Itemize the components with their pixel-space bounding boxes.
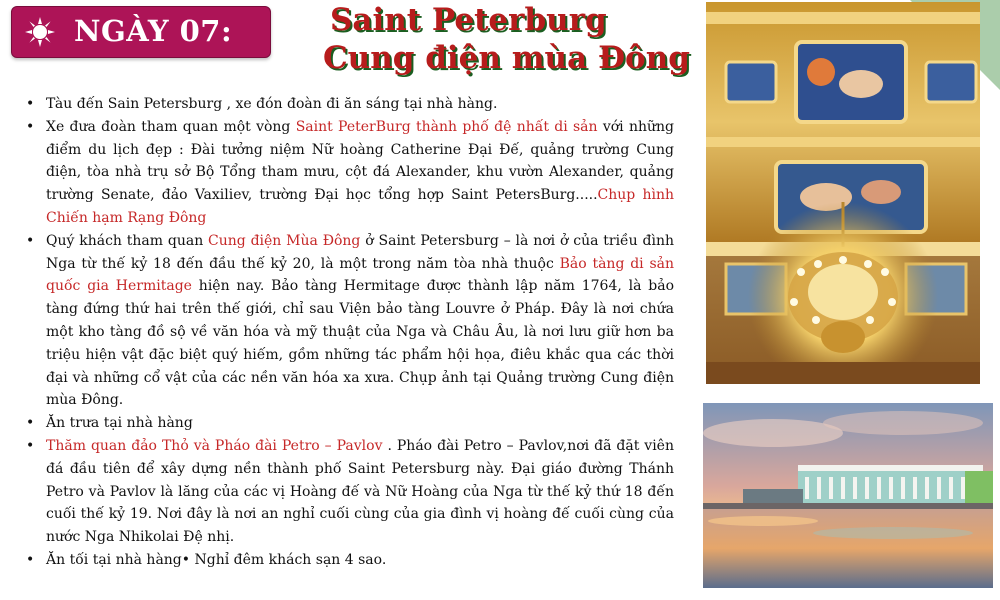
list-item (46, 435, 674, 549)
item-highlight: Chụp hình Chiến hạm Rạng Đông (46, 187, 674, 226)
item-highlight: Cung điện Mùa Đông (208, 232, 361, 249)
list-item (46, 93, 674, 116)
day-badge-label: NGÀY 07: (74, 14, 233, 48)
item-text: ở Saint Petersburg – là nơi ở của triều đình Nga từ thế kỷ 18 đến đầu thế kỷ 20, là một trong năm tòa nhà thuộc (46, 232, 674, 272)
item-text: . Pháo đài Petro – Pavlov,nơi đã đặt viên đá đầu tiên để xây dựng nền thành phố Saint Petersburg này. Đại giáo đường Thánh Petro và Pavlov là lăng của các vị Hoàng đế và Nữ Hoàng của Nga từ thế kỷ thứ 18 đến cuối thế kỷ 19. Nơi đây là nơi an nghỉ cuối cùng của gia đình vị hoàng đế cuối cùng của nước Nga Nhikolai Đệ nhị. (46, 437, 674, 546)
sun-icon (24, 16, 56, 48)
page-title-line2: Cung điện mùa Đông (323, 40, 690, 76)
palace-ceiling-photo (706, 2, 980, 384)
item-text: Ăn trưa tại nhà hàng (46, 415, 193, 432)
item-text: hiện nay. Bảo tàng Hermitage được thành lập năm 1764, là bảo tàng đứng thứ hai trên thế giới, chỉ sau Viện bảo tàng Louvre ở Pháp. Đây là nơi chứa một kho tàng đồ sộ về văn hóa và mỹ thuật của Nga và Châu Âu, là nơi lưu giữ hơn ba triệu hiện vật đặc biệt quý hiếm, gồm những tác phẩm hội họa, điêu khắc qua các thời đại và những cổ vật của các nền văn hóa xa xưa. Chụp ảnh tại Quảng trường Cung điện mùa Đông. (46, 278, 675, 409)
item-text: với những điểm du lịch đẹp : Đài tưởng niệm Nữ hoàng Catherine Đại Đế, quảng trường Cung điện, tòa nhà trụ sở Bộ Tổng tham mưu, cột đá Alexander, khu vườn Alexander, quảng trường Senate, đảo Vaxiliev, trường Đại học tổng hợp Saint PetersBurg..... (46, 118, 674, 204)
item-text: Quý khách tham quan (46, 232, 209, 249)
itinerary-list (24, 93, 674, 572)
item-text: Tàu đến Sain Petersburg , xe đón đoàn đi ăn sáng tại nhà hàng. (46, 96, 498, 112)
day-badge (11, 6, 271, 58)
item-text: Xe đưa đoàn tham quan một vòng (46, 118, 296, 135)
page-title-line1: Saint Peterburg (330, 2, 607, 38)
list-item (46, 412, 674, 435)
list-item (46, 116, 674, 230)
winter-palace-photo (703, 403, 993, 588)
item-highlight: Bảo tàng di sản quốc gia Hermitage (46, 255, 675, 295)
itinerary-content (24, 93, 674, 572)
list-item (46, 230, 674, 412)
item-highlight: Thăm quan đảo Thỏ và Pháo đài Petro – Pavlov (46, 437, 383, 454)
item-highlight: Saint PeterBurg thành phố đệ nhất di sản (295, 118, 598, 135)
list-item (46, 549, 674, 572)
item-text: Ăn tối tại nhà hàng• Nghỉ đêm khách sạn 4 sao. (46, 551, 387, 568)
